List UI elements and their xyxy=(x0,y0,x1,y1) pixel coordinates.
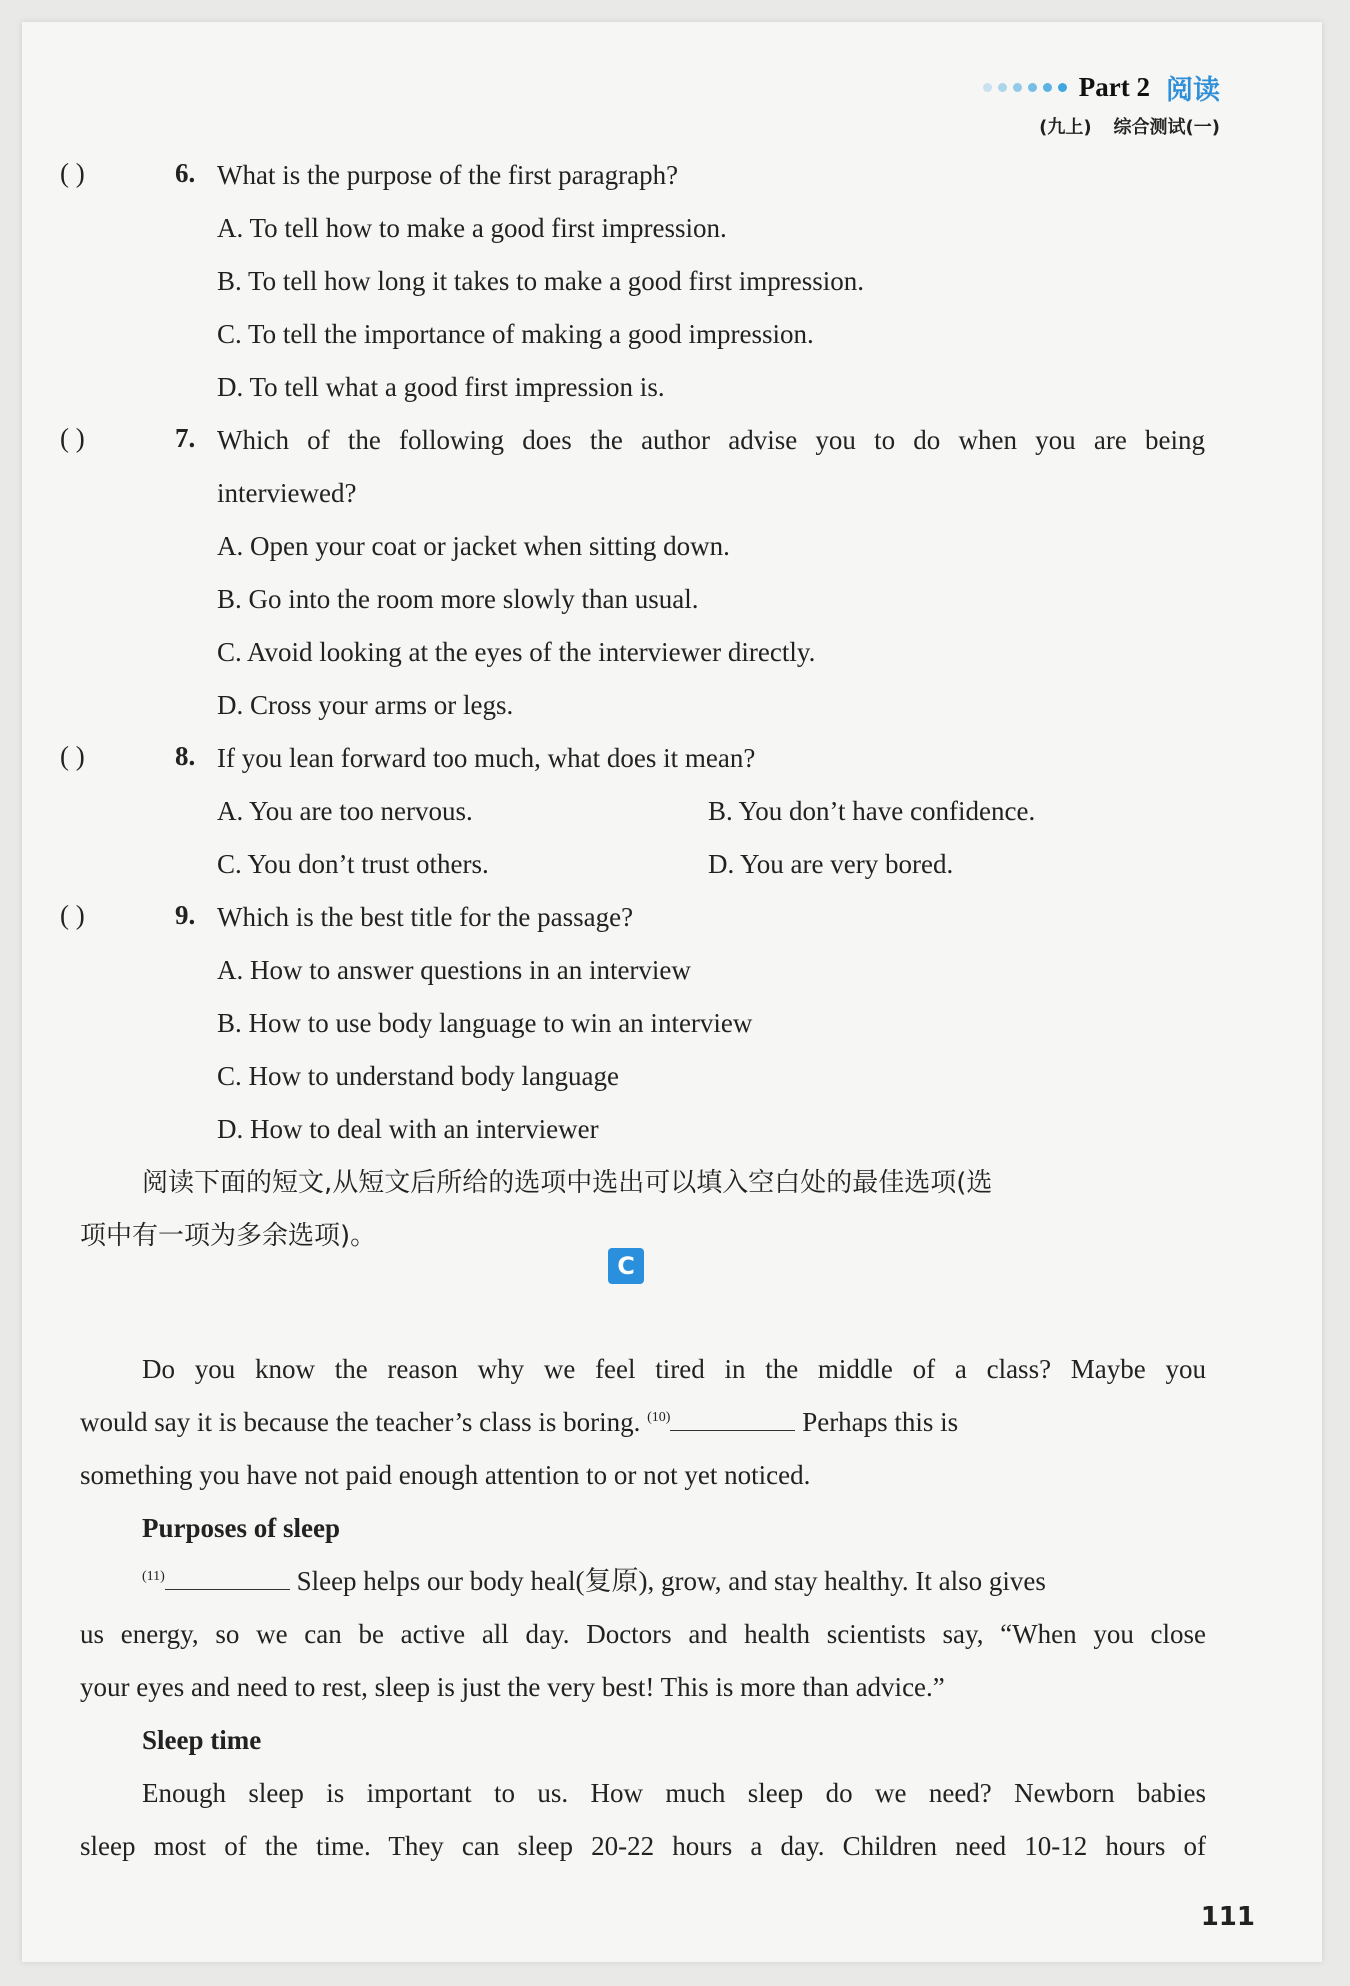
question-number: 8. xyxy=(175,741,196,771)
page-header xyxy=(983,68,1220,139)
question-number: 7. xyxy=(175,423,196,453)
option: C. How to understand body language xyxy=(217,1061,619,1091)
instruction-line: 阅读下面的短文,从短文后所给的选项中选出可以填入空白处的最佳选项(选 xyxy=(142,1168,993,1198)
option: B. How to use body language to win an interview xyxy=(217,1008,753,1038)
option: C. To tell the importance of making a good impression. xyxy=(217,319,814,349)
option: A. How to answer questions in an interview xyxy=(217,955,691,985)
option: B. To tell how long it takes to make a good first impression. xyxy=(217,266,865,296)
passage-line: your eyes and need to rest, sleep is just the very best! This is more than advice.” xyxy=(80,1672,945,1702)
question-text: Which of the following does the author advise you to do when you are being xyxy=(217,425,1205,455)
answer-blank[interactable] xyxy=(670,1406,795,1431)
part-label: Part 2 xyxy=(1078,72,1150,102)
passage-line: Do you know the reason why we feel tired in the middle of a class? Maybe you xyxy=(142,1354,1206,1384)
subheading: Sleep time xyxy=(142,1725,262,1755)
option: B. Go into the room more slowly than usual. xyxy=(217,584,699,614)
grade-label: (九上) xyxy=(1039,117,1092,138)
answer-blank[interactable] xyxy=(165,1565,290,1590)
answer-bracket[interactable]: ( ) xyxy=(60,158,85,188)
question-text: What is the purpose of the first paragraph? xyxy=(217,160,679,190)
passage-line: $^{(11)}$ Sleep helps our body heal(复原), grow, and stay healthy. It also gives xyxy=(142,1566,1046,1596)
option: C. Avoid looking at the eyes of the interviewer directly. xyxy=(217,637,816,667)
section-title: 阅读 xyxy=(1166,75,1220,106)
decorative-dots xyxy=(983,83,1067,92)
option: D. You are very bored. xyxy=(708,849,954,879)
blank-number: (11) xyxy=(142,1569,165,1584)
passage-line: something you have not paid enough attention to or not yet noticed. xyxy=(80,1460,811,1490)
page-number: 111 xyxy=(1200,1902,1255,1932)
passage-line: us energy, so we can be active all day. Doctors and health scientists say, “When you close xyxy=(80,1619,1206,1649)
option: D. To tell what a good first impression is. xyxy=(217,372,665,402)
instruction-line: 项中有一项为多余选项)。 xyxy=(80,1221,377,1251)
question-number: 9. xyxy=(175,900,196,930)
answer-bracket[interactable]: ( ) xyxy=(60,900,85,930)
answer-bracket[interactable]: ( ) xyxy=(60,741,85,771)
option: A. You are too nervous. xyxy=(217,796,473,826)
passage-line: would say it is because the teacher’s class is boring. $^{(10)}$ Perhaps this is xyxy=(80,1407,959,1437)
passage-line: Enough sleep is important to us. How much sleep do we need? Newborn babies xyxy=(142,1778,1206,1808)
option: A. Open your coat or jacket when sitting down. xyxy=(217,531,730,561)
option: B. You don’t have confidence. xyxy=(708,796,1036,826)
subheading: Purposes of sleep xyxy=(142,1513,340,1543)
answer-bracket[interactable]: ( ) xyxy=(60,423,85,453)
option: C. You don’t trust others. xyxy=(217,849,489,879)
option: D. How to deal with an interviewer xyxy=(217,1114,599,1144)
section-badge: C xyxy=(608,1248,644,1284)
option: A. To tell how to make a good first impression. xyxy=(217,213,727,243)
question-text: If you lean forward too much, what does it mean? xyxy=(217,743,756,773)
question-text-cont: interviewed? xyxy=(217,478,357,508)
test-label: 综合测试(一) xyxy=(1113,117,1220,138)
question-text: Which is the best title for the passage? xyxy=(217,902,634,932)
passage-line: sleep most of the time. They can sleep 20-22 hours a day. Children need 10-12 hours of xyxy=(80,1831,1206,1861)
question-number: 6. xyxy=(175,158,196,188)
option: D. Cross your arms or legs. xyxy=(217,690,514,720)
blank-number: (10) xyxy=(647,1410,671,1425)
